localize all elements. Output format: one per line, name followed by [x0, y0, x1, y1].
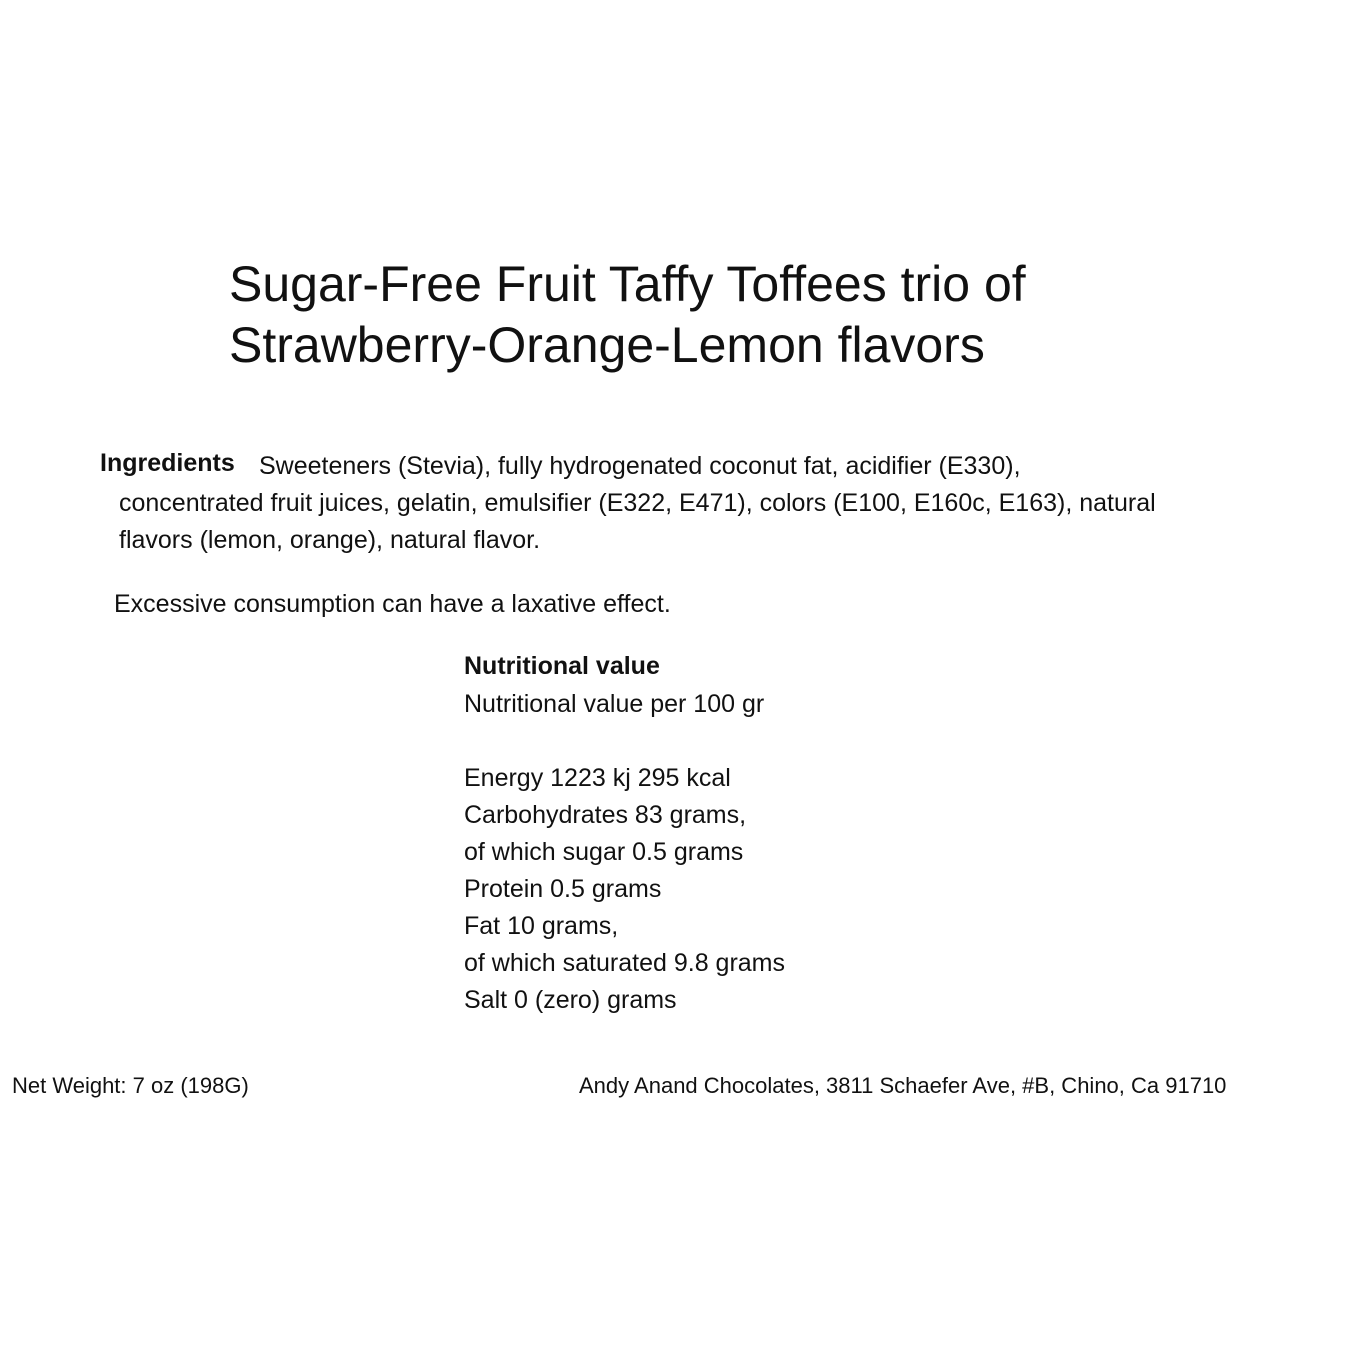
product-title — [229, 254, 1229, 376]
nutrition-item-fat: Fat 10 grams, — [464, 912, 619, 940]
product-title-line-1: Sugar-Free Fruit Taffy Toffees trio of — [229, 256, 1026, 312]
ingredients-label: Ingredients — [100, 449, 235, 477]
nutrition-heading: Nutritional value — [464, 652, 660, 680]
nutrition-subheading: Nutritional value per 100 gr — [464, 690, 765, 718]
nutrition-item-sugar: of which sugar 0.5 grams — [464, 838, 744, 866]
ingredients-text-line-2: concentrated fruit juices, gelatin, emulsifier (E322, E471), colors (E100, E160c, E163), natural — [119, 489, 1156, 517]
net-weight: Net Weight: 7 oz (198G) — [12, 1073, 249, 1098]
ingredients-text-line-3: flavors (lemon, orange), natural flavor. — [119, 526, 541, 554]
nutrition-item-energy: Energy 1223 kj 295 kcal — [464, 764, 731, 792]
nutrition-section — [464, 650, 785, 1014]
ingredients-text-line-1: Sweeteners (Stevia), fully hydrogenated coconut fat, acidifier (E330), — [259, 452, 1021, 480]
nutrition-item-saturated: of which saturated 9.8 grams — [464, 949, 785, 977]
nutrition-list — [464, 762, 785, 1021]
nutrition-item-carbohydrates: Carbohydrates 83 grams, — [464, 801, 747, 829]
laxative-warning: Excessive consumption can have a laxative effect. — [114, 590, 671, 618]
manufacturer-address: Andy Anand Chocolates, 3811 Schaefer Ave, #B, Chino, Ca 91710 — [579, 1073, 1227, 1098]
product-title-line-2: Strawberry-Orange-Lemon flavors — [229, 317, 985, 373]
nutrition-item-salt: Salt 0 (zero) grams — [464, 986, 677, 1014]
nutrition-item-protein: Protein 0.5 grams — [464, 875, 662, 903]
